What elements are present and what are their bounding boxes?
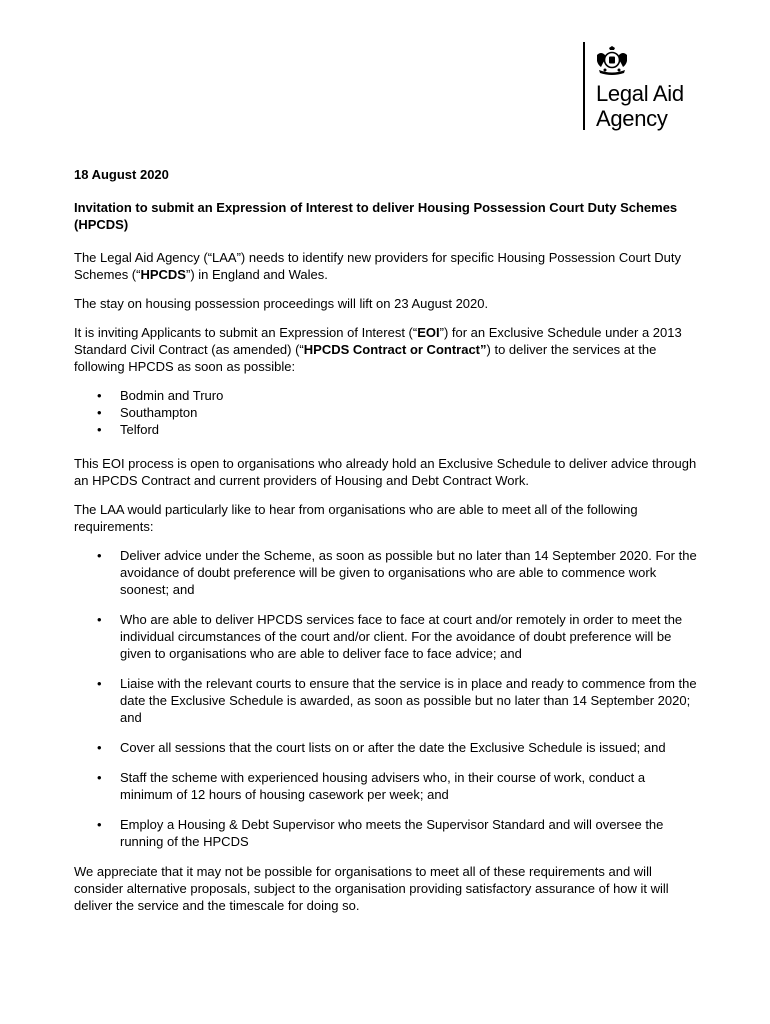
bullet-icon: • bbox=[97, 405, 102, 420]
list-item bbox=[74, 611, 699, 662]
list-item bbox=[74, 816, 699, 850]
bullet-icon: • bbox=[97, 676, 102, 691]
intro-text-a: The Legal Aid Agency (“LAA”) needs to identify new providers for specific Housing Possession Court Duty Schemes (“ bbox=[74, 250, 681, 282]
location-list bbox=[74, 387, 699, 438]
legal-aid-agency-logo bbox=[583, 42, 713, 132]
paragraph-requirements-intro: The LAA would particularly like to hear from organisations who are able to meet all of the following requirements: bbox=[74, 502, 638, 534]
list-item bbox=[74, 421, 699, 438]
list-item bbox=[74, 404, 699, 421]
invitation-text-a: It is inviting Applicants to submit an Expression of Interest (“ bbox=[74, 325, 418, 340]
paragraph-stay: The stay on housing possession proceedings will lift on 23 August 2020. bbox=[74, 296, 489, 311]
intro-hpcds-term: HPCDS bbox=[140, 267, 186, 282]
paragraph-eligibility: This EOI process is open to organisations who already hold an Exclusive Schedule to deliver advice through an HPCDS Contract and current providers of Housing and Debt Contract Work. bbox=[74, 456, 697, 488]
location-name: Southampton bbox=[120, 405, 198, 420]
requirement-text: Cover all sessions that the court lists on or after the date the Exclusive Schedule is issued; and bbox=[120, 740, 666, 755]
list-item bbox=[74, 769, 699, 803]
list-item bbox=[74, 739, 699, 756]
location-name: Bodmin and Truro bbox=[120, 388, 224, 403]
paragraph-invitation bbox=[74, 324, 699, 375]
list-item bbox=[74, 675, 699, 726]
royal-crest-icon bbox=[593, 45, 631, 77]
paragraph-intro bbox=[74, 249, 699, 283]
invitation-contract-term: HPCDS Contract or Contract” bbox=[303, 342, 487, 357]
requirement-text: Deliver advice under the Scheme, as soon as possible but no later than 14 September 2020. For the avoidance of doubt preference will be given to organisations who are able to commence work soonest; and bbox=[120, 548, 697, 597]
requirement-text: Who are able to deliver HPCDS services face to face at court and/or remotely in order to meet the individual circumstances of the court and/or client. For the avoidance of doubt preference will be given to organisations who are able to deliver face to face advice; and bbox=[120, 612, 683, 661]
letter-title: Invitation to submit an Expression of Interest to deliver Housing Possession Court Duty Schemes (HPCDS) bbox=[74, 200, 678, 232]
letter-date: 18 August 2020 bbox=[74, 167, 169, 182]
requirement-text: Employ a Housing & Debt Supervisor who meets the Supervisor Standard and will oversee the running of the HPCDS bbox=[120, 817, 664, 849]
list-item bbox=[74, 547, 699, 598]
logo-text-line-2: Agency bbox=[596, 106, 668, 131]
logo-divider bbox=[583, 42, 585, 130]
bullet-icon: • bbox=[97, 612, 102, 627]
intro-text-c: ”) in England and Wales. bbox=[185, 267, 328, 282]
requirement-text: Liaise with the relevant courts to ensure that the service is in place and ready to commence from the date the Exclusive Schedule is awarded, as soon as possible but no later than 14 September 2020; and bbox=[120, 676, 697, 725]
invitation-text-e: ) to deliver the services at the following HPCDS as soon as possible: bbox=[74, 342, 657, 374]
location-name: Telford bbox=[120, 422, 160, 437]
requirements-list bbox=[74, 547, 699, 850]
bullet-icon: • bbox=[97, 817, 102, 832]
bullet-icon: • bbox=[97, 740, 102, 755]
bullet-icon: • bbox=[97, 388, 102, 403]
invitation-eoi-term: EOI bbox=[417, 325, 440, 340]
bullet-icon: • bbox=[97, 422, 102, 437]
invitation-text-c: ”) for an Exclusive Schedule under a 2013 Standard Civil Contract (as amended) (“ bbox=[74, 325, 682, 357]
paragraph-closing: We appreciate that it may not be possible for organisations to meet all of these requirements and will consider alternative proposals, subject to the organisation providing satisfactory assurance of how it will deliver the service and the timescale for doing so. bbox=[74, 864, 669, 913]
requirement-text: Staff the scheme with experienced housing advisers who, in their course of work, conduct a minimum of 12 hours of housing casework per week; and bbox=[120, 770, 646, 802]
letter-body bbox=[74, 166, 699, 926]
logo-text-line-1: Legal Aid bbox=[596, 81, 684, 106]
bullet-icon: • bbox=[97, 770, 102, 785]
list-item bbox=[74, 387, 699, 404]
bullet-icon: • bbox=[97, 548, 102, 563]
